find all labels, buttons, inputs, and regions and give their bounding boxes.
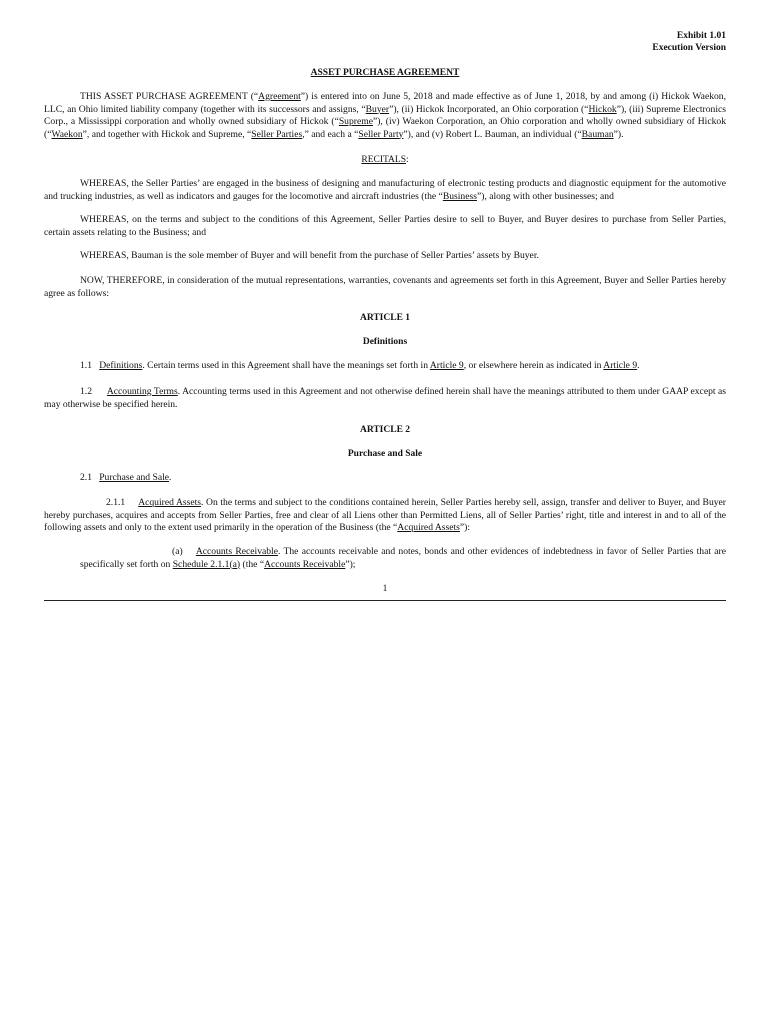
defined-term-acquired-assets: Acquired Assets xyxy=(397,522,460,533)
defined-term-supreme: Supreme xyxy=(338,116,373,127)
section-text: . Accounting terms used in this Agreement and not otherwise defined herein shall have the meanings attributed to them under GAAP except as may otherwise be specified herein. xyxy=(44,386,726,410)
defined-term-accounts-receivable: Accounts Receivable xyxy=(264,558,346,570)
schedule-reference: Schedule 2.1.1(a) xyxy=(172,558,241,570)
article-2-heading: ARTICLE 2 xyxy=(359,425,411,435)
section-title: Definitions xyxy=(99,360,143,371)
intro-text: ”), (ii) Hickok Incorporated, an Ohio corporation (“ xyxy=(389,103,589,115)
recitals-heading-colon: : xyxy=(406,155,409,165)
section-title: Accounting Terms xyxy=(106,386,178,397)
clause-title: Accounts Receivable xyxy=(195,546,278,557)
clause-text: ”); xyxy=(345,558,356,570)
whereas-text: WHEREAS, the Seller Parties’ are engaged in the business of designing and manufacturing of electronic testing products and diagnostic equipment for the automotive and trucking industries, as well as indicators and gauges for the locomotive and aircraft industries (the “ xyxy=(44,178,726,202)
page-number: 1 xyxy=(382,584,388,594)
section-number: 2.1 xyxy=(80,472,92,483)
article-1-heading: ARTICLE 1 xyxy=(359,313,411,323)
recitals-heading-text: RECITALS xyxy=(361,155,406,165)
section-number: 1.2 xyxy=(80,386,92,397)
intro-text: ,” and each a “ xyxy=(302,128,359,140)
intro-text: ”, and together with Hickok and Supreme, “ xyxy=(82,128,252,140)
document-title: ASSET PURCHASE AGREEMENT xyxy=(310,68,460,78)
intro-text: ”) is entered into on June 5, 2018 and made effective as of June 1, 2018, by and among (i) Hickok Waekon, LLC, an Ohio limited liability company (together with its successors and assigns, “ xyxy=(44,91,726,115)
now-therefore-paragraph: NOW, THEREFORE, in consideration of the mutual representations, warranties, covenants and agreements set forth in this Agreement, Buyer and Seller Parties hereby agree as follows: xyxy=(44,275,726,299)
intro-text: ”), (iv) Waekon Corporation, an Ohio corporation and wholly owned subsidiary of Hickok (“ xyxy=(44,116,726,140)
defined-term-buyer: Buyer xyxy=(365,103,390,115)
section-number: 2.1.1 xyxy=(106,497,126,508)
whereas-text: ”), along with other businesses; and xyxy=(476,190,614,202)
clause-text: . The accounts receivable and notes, bonds and other evidences of indebtedness in favor of Seller Parties that are specifically set forth on xyxy=(80,546,727,570)
intro-text: THIS ASSET PURCHASE AGREEMENT (“ xyxy=(80,91,259,102)
intro-text: ”), (iii) Supreme Electronics Corp., a Mississippi corporation and wholly owned subsidiary of Hickok (“ xyxy=(44,103,726,127)
clause-text: (the “ xyxy=(240,558,265,570)
article-1-subheading: Definitions xyxy=(362,337,408,347)
execution-version-label: Execution Version xyxy=(652,43,726,53)
cross-reference: Article 9 xyxy=(429,360,464,371)
whereas-paragraph-3: WHEREAS, Bauman is the sole member of Buyer and will benefit from the purchase of Seller Parties’ assets by Buyer. xyxy=(80,250,539,261)
clause-a-accounts-receivable xyxy=(80,546,726,571)
section-text: ”): xyxy=(459,522,471,533)
section-1-2 xyxy=(44,386,726,411)
whereas-paragraph-1 xyxy=(44,178,726,203)
section-text: , or elsewhere herein as indicated in xyxy=(463,360,604,371)
section-title: Purchase and Sale xyxy=(99,472,170,483)
exhibit-label: Exhibit 1.01 xyxy=(676,31,726,41)
defined-term-bauman: Bauman xyxy=(581,128,614,140)
defined-term-seller-parties: Seller Parties xyxy=(251,128,303,140)
defined-term-business: Business xyxy=(442,190,477,202)
section-2-1 xyxy=(44,472,726,485)
section-title: Acquired Assets xyxy=(138,497,202,508)
cross-reference: Article 9 xyxy=(603,360,638,371)
section-text: . On the terms and subject to the conditions contained herein, Seller Parties hereby sell, assign, transfer and deliver to Buyer, and Buyer hereby purchases, acquires and accepts from Seller Parties, free and clear of all Liens other than Permitted Liens, all of Seller Parties’ right, title and interest in and to all of the following assets and only to the extent used primarily in the operation of the Business (the “ xyxy=(44,497,726,533)
section-1-1 xyxy=(44,360,726,373)
section-text: . xyxy=(637,360,640,371)
article-2-subheading: Purchase and Sale xyxy=(347,449,423,459)
intro-text: ”), and (v) Robert L. Bauman, an individual (“ xyxy=(403,128,582,140)
intro-paragraph xyxy=(44,91,726,141)
intro-text: ”). xyxy=(613,128,624,140)
recitals-heading xyxy=(44,154,726,166)
defined-term-agreement: Agreement xyxy=(258,91,301,102)
whereas-paragraph-2: WHEREAS, on the terms and subject to the conditions of this Agreement, Seller Parties desire to sell to Buyer, and Buyer desires to purchase from Seller Parties, certain assets relating to the Business; and xyxy=(44,214,726,238)
defined-term-hickok: Hickok xyxy=(588,103,617,115)
page-bottom-rule xyxy=(44,600,726,601)
section-text: . xyxy=(169,472,172,483)
defined-term-waekon: Waekon xyxy=(51,128,83,140)
section-2-1-1 xyxy=(44,497,726,535)
defined-term-seller-party: Seller Party xyxy=(358,128,404,140)
section-text: . Certain terms used in this Agreement shall have the meanings set forth in xyxy=(142,360,430,371)
clause-number: (a) xyxy=(172,546,183,557)
section-number: 1.1 xyxy=(80,360,92,371)
